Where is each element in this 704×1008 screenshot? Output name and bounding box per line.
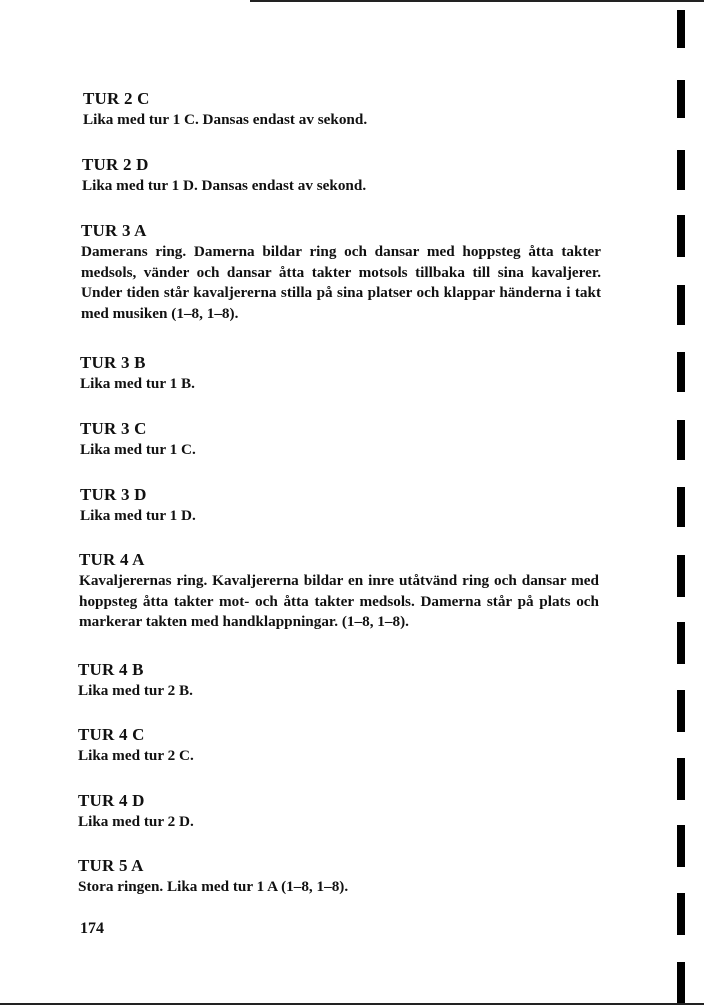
scan-margin-mark (677, 487, 685, 527)
section-text: Lika med tur 2 C. (78, 747, 194, 764)
scan-margin-mark (677, 352, 685, 392)
top-edge-rule (250, 0, 704, 2)
bottom-edge-rule (0, 1003, 704, 1005)
section-text: Lika med tur 1 C. Dansas endast av sekond. (83, 111, 368, 128)
scan-margin-mark (677, 285, 685, 325)
section-tur-3d (80, 484, 600, 527)
scan-margin-mark (677, 420, 685, 460)
section-heading: TUR 4 D (78, 791, 145, 810)
section-tur-2c (83, 88, 603, 131)
scan-margin-mark (677, 555, 685, 597)
section-heading: TUR 3 A (81, 221, 147, 240)
scan-margin-mark (677, 758, 685, 800)
scan-margin-mark (677, 80, 685, 118)
section-text: Kavaljerernas ring. Kavaljererna bildar en inre utåtvänd ring och dansar med hoppsteg åtta takter mot- och åtta takter medsols. Damerna står på plats och markerar takten med handklappningar. (1–8, 1–8). (79, 572, 599, 630)
section-heading: TUR 3 B (80, 353, 146, 372)
section-heading: TUR 4 B (78, 660, 144, 679)
section-text: Lika med tur 1 C. (80, 441, 196, 458)
section-tur-3b (80, 352, 600, 395)
section-heading: TUR 3 D (80, 485, 147, 504)
section-heading: TUR 5 A (78, 856, 144, 875)
section-text: Lika med tur 1 D. (80, 507, 196, 524)
section-heading: TUR 4 C (78, 725, 145, 744)
section-tur-2d (82, 154, 602, 197)
scan-margin-mark (677, 150, 685, 190)
section-tur-4c (78, 724, 598, 767)
section-tur-4b (78, 659, 598, 702)
section-heading: TUR 2 C (83, 89, 150, 108)
section-tur-4a (79, 549, 599, 633)
scan-margin-mark (677, 690, 685, 732)
scan-margin-mark (677, 893, 685, 935)
section-tur-3a (81, 220, 601, 324)
section-tur-5a (78, 855, 598, 898)
section-tur-4d (78, 790, 598, 833)
page-number: 174 (80, 920, 104, 937)
section-heading: TUR 4 A (79, 550, 145, 569)
scan-margin-mark (677, 825, 685, 867)
section-text: Damerans ring. Damerna bildar ring och dansar med hoppsteg åtta takter medsols, vänder och dansar åtta takter motsols tillbaka till sina kavaljerer. Under tiden står kavaljererna stilla på sina platser och klappar händerna i takt med musiken (1–8, 1–8). (81, 243, 601, 322)
scan-margin-mark (677, 962, 685, 1004)
scan-margin-mark (677, 622, 685, 664)
scan-margin-mark (677, 215, 685, 257)
section-heading: TUR 3 C (80, 419, 147, 438)
section-text: Lika med tur 2 D. (78, 813, 194, 830)
section-text: Lika med tur 1 B. (80, 375, 195, 392)
section-tur-3c (80, 418, 600, 461)
section-text: Lika med tur 2 B. (78, 682, 193, 699)
section-text: Lika med tur 1 D. Dansas endast av sekond. (82, 177, 367, 194)
scan-margin-mark (677, 10, 685, 48)
section-text: Stora ringen. Lika med tur 1 A (1–8, 1–8). (78, 878, 349, 895)
section-heading: TUR 2 D (82, 155, 149, 174)
